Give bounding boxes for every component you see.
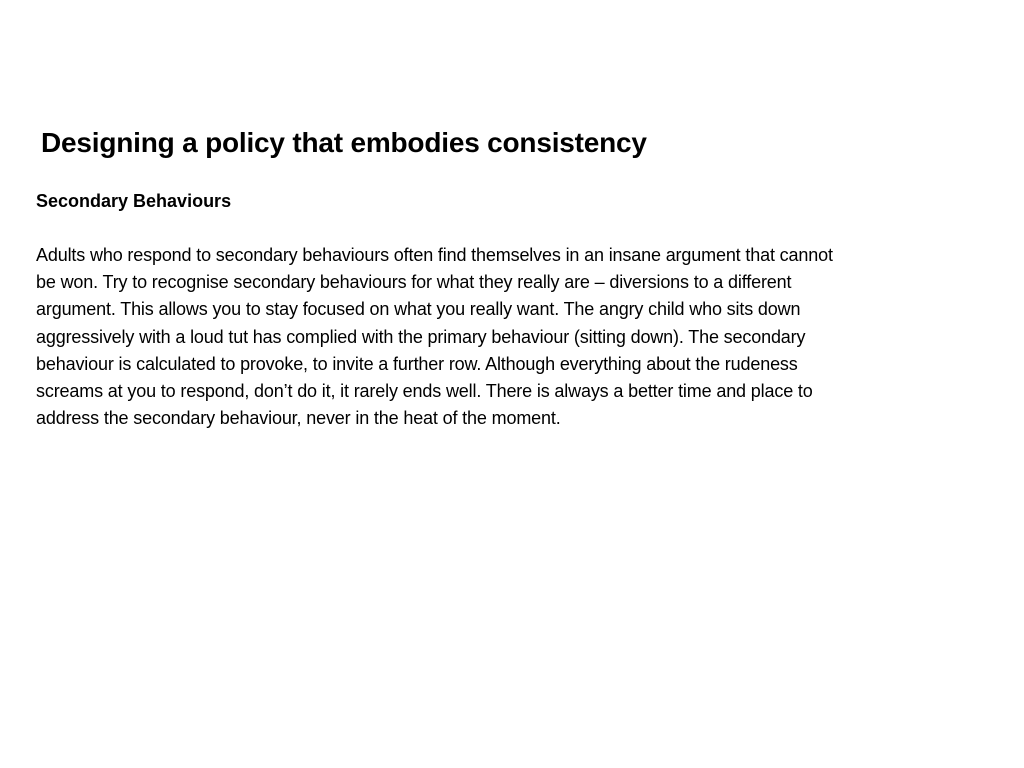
section-heading: Secondary Behaviours <box>36 191 232 211</box>
body-paragraph: Adults who respond to secondary behaviours often find themselves in an insane argument that cannot be won. Try to recognise secondary behaviours for what they really are – diversions to a different argument. This allows you to stay focused on what you really want. The angry child who sits down aggressively with a loud tut has complied with the primary behaviour (sitting down). The secondary behaviour is calculated to provoke, to invite a further row. Although everything about the rudeness screams at you to respond, don’t do it, it rarely ends well. There is always a better time and place to address the secondary behaviour, never in the heat of the moment. <box>36 245 833 429</box>
slide-content <box>36 188 986 432</box>
slide-title: Designing a policy that embodies consistency <box>41 127 647 158</box>
